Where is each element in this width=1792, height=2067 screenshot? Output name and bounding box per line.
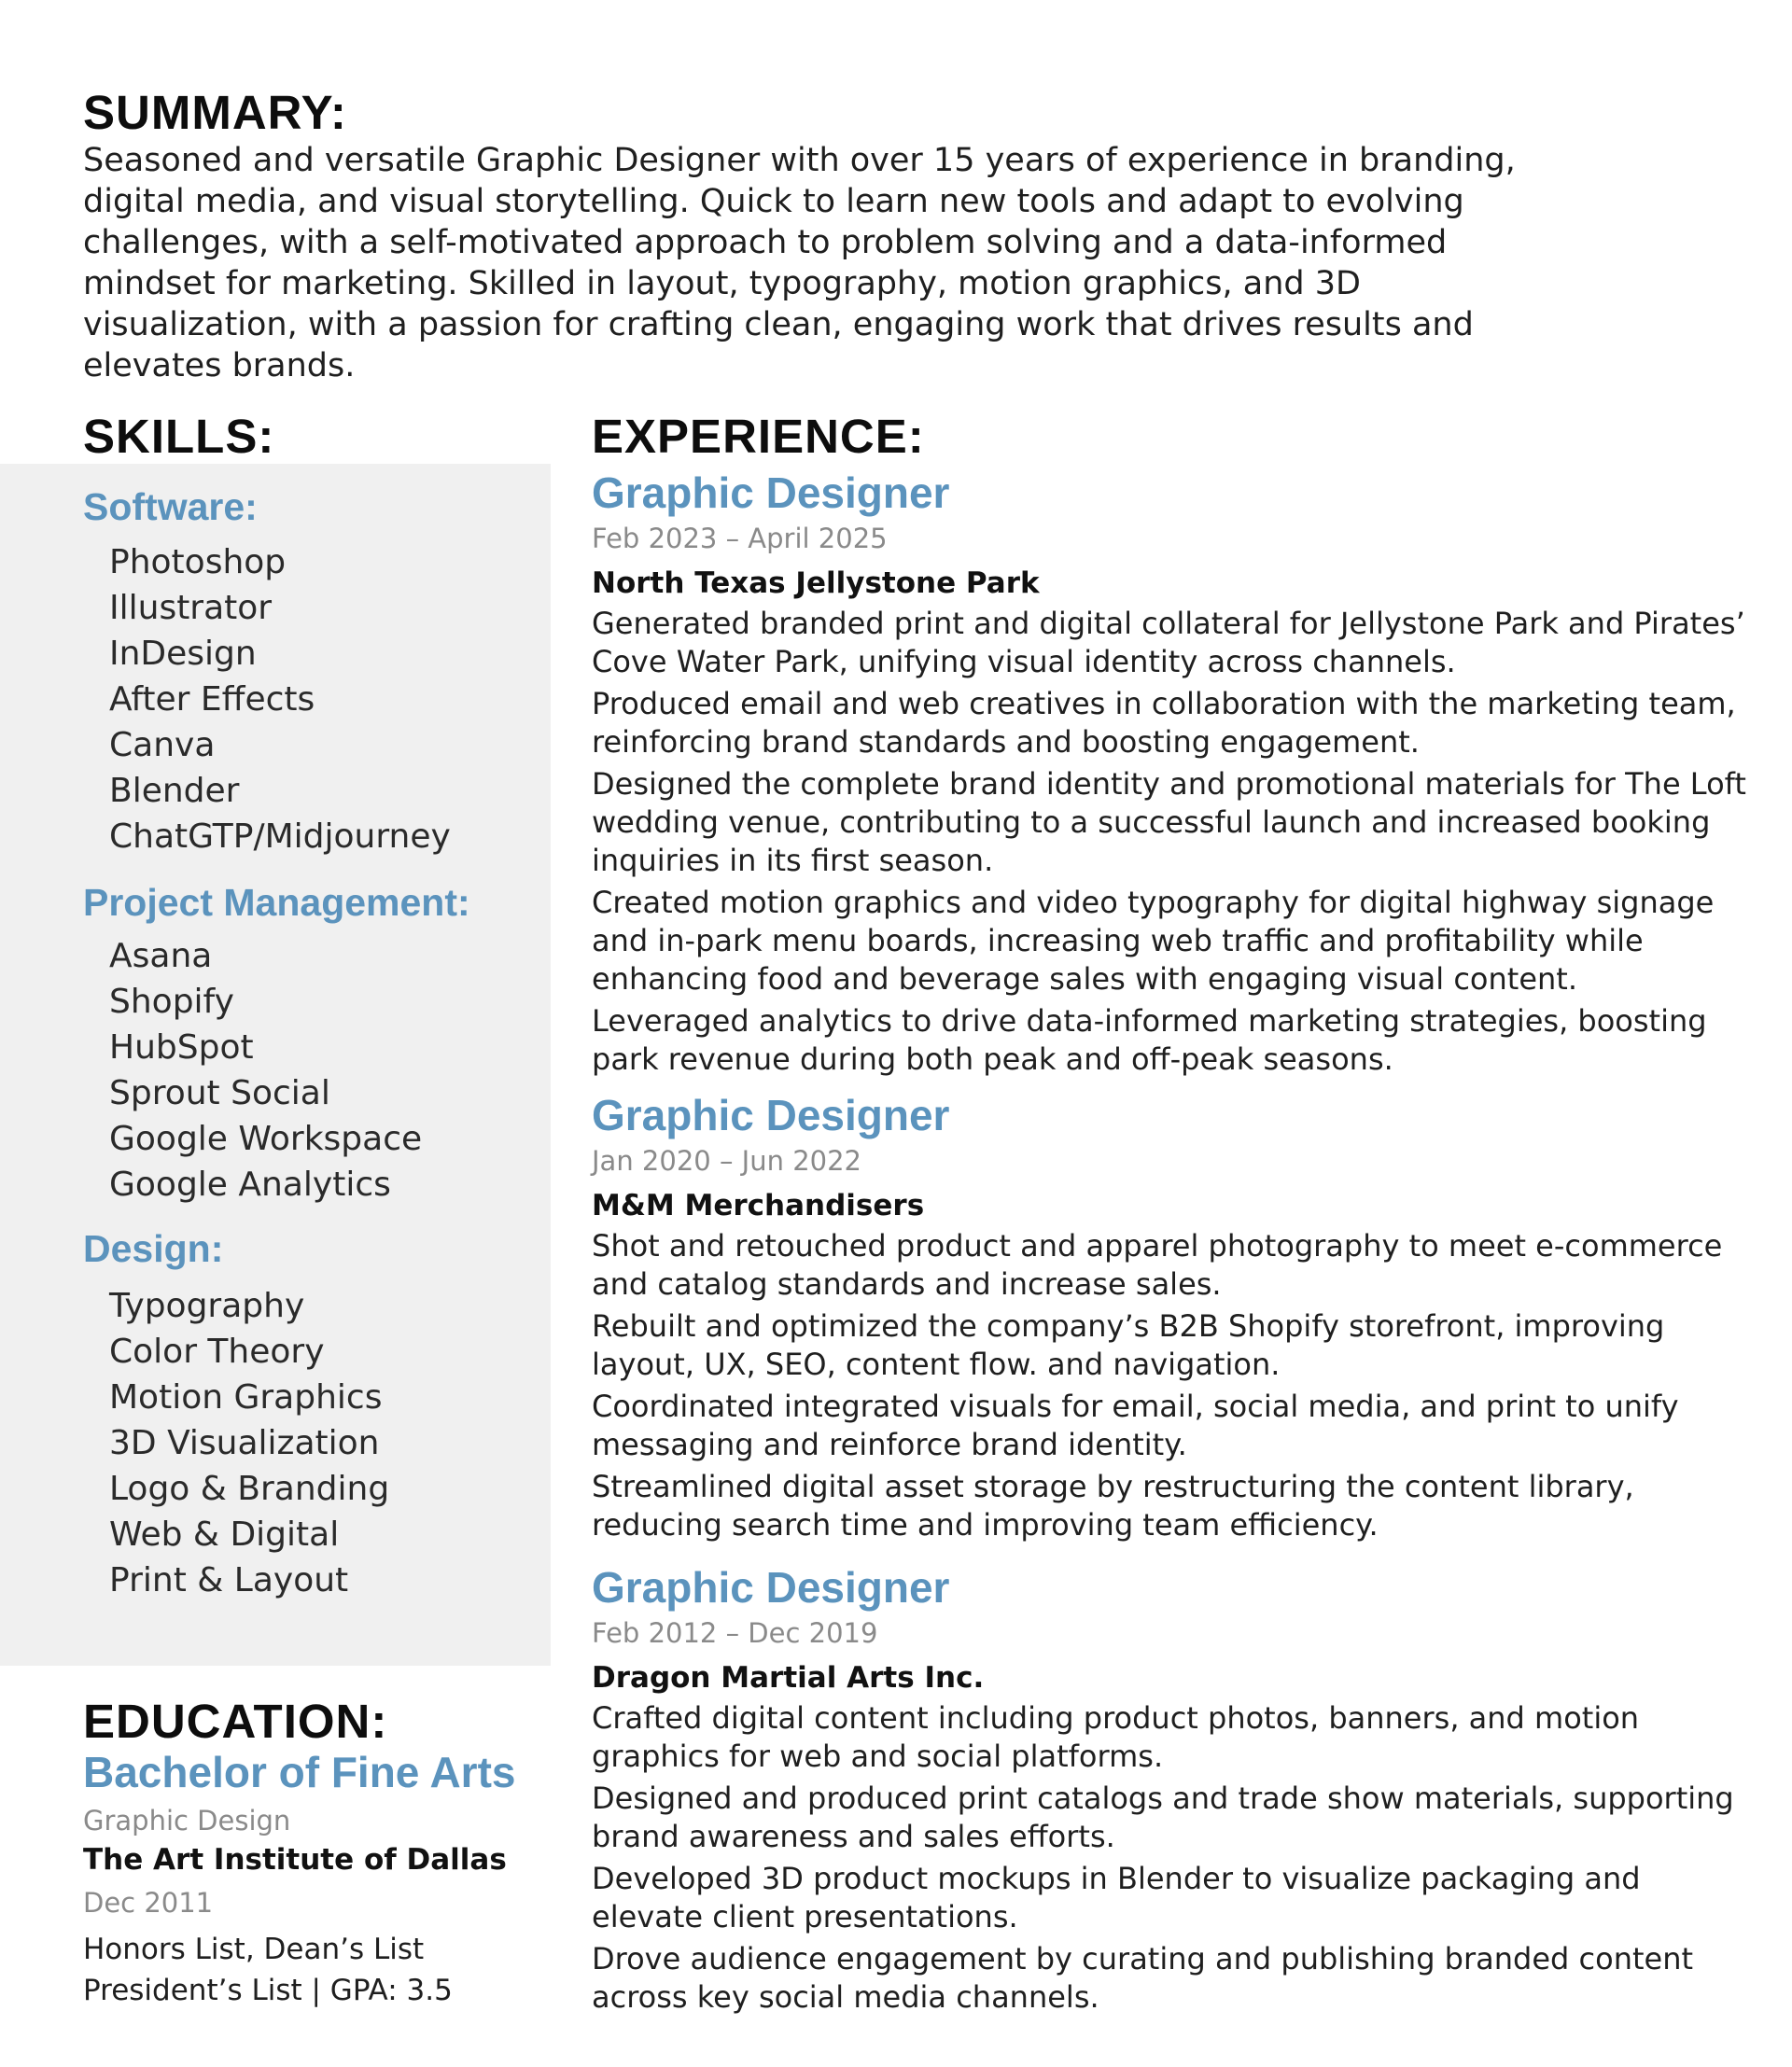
job-bullets [592, 605, 1758, 1082]
job-bullet: Developed 3D product mockups in Blender to visualize packaging and elevate client presentations. [592, 1861, 1641, 1934]
summary-text: Seasoned and versatile Graphic Designer with over 15 years of experience in branding, digital media, and visual storytelling. Quick to learn new tools and adapt to evolving challenges, with a self-motivated approach to problem solving and a data-informed mindset for marketing. Skilled in layout, typography, motion graphics, and 3D visualization, with a passion for crafting clean, engaging work that drives results and elevates brands. [83, 142, 1516, 384]
skill-item: Google Analytics [109, 1166, 391, 1204]
job-company: North Texas Jellystone Park [592, 566, 1040, 600]
skill-item: Google Workspace [109, 1120, 423, 1158]
skill-item: Motion Graphics [109, 1378, 383, 1417]
skill-item: Typography [109, 1287, 305, 1325]
skill-category-design: Design: [83, 1227, 224, 1270]
job-bullet: Designed the complete brand identity and promotional materials for The Loft wedding venue, contributing to a successful launch and increased booking inquiries in its first season. [592, 766, 1746, 878]
job-title: Graphic Designer [592, 1091, 950, 1139]
skill-item: Sprout Social [109, 1074, 330, 1112]
skill-list-project-management [109, 933, 422, 1208]
job-dates: Feb 2023 – April 2025 [592, 523, 888, 554]
job-dates: Jan 2020 – Jun 2022 [592, 1145, 861, 1177]
skill-item: Asana [109, 937, 213, 975]
skill-item: ChatGTP/Midjourney [109, 817, 451, 856]
skill-item: Illustrator [109, 589, 273, 627]
job-bullet: Leveraged analytics to drive data-informed marketing strategies, boosting park revenue during both peak and off-peak seasons. [592, 1003, 1707, 1077]
summary-heading: SUMMARY: [83, 86, 347, 139]
job-bullet: Produced email and web creatives in collaboration with the marketing team, reinforcing brand standards and boosting engagement. [592, 686, 1736, 760]
skill-item: 3D Visualization [109, 1424, 380, 1462]
job-bullet: Coordinated integrated visuals for email, social media, and print to unify messaging and reinforce brand identity. [592, 1389, 1679, 1462]
skill-item: InDesign [109, 635, 257, 673]
skill-item: Shopify [109, 983, 234, 1021]
job-title: Graphic Designer [592, 1563, 950, 1612]
job-company: Dragon Martial Arts Inc. [592, 1661, 985, 1695]
skill-item: Blender [109, 772, 240, 810]
job-bullet: Streamlined digital asset storage by restructuring the content library, reducing search time and improving team efficiency. [592, 1469, 1634, 1543]
skill-item: Color Theory [109, 1333, 325, 1371]
education-honors [83, 1929, 453, 2011]
skills-heading: SKILLS: [83, 410, 275, 463]
skill-item: After Effects [109, 680, 315, 719]
job-bullet: Crafted digital content including product photos, banners, and motion graphics for web and social platforms. [592, 1700, 1640, 1774]
skill-list-design [109, 1283, 389, 1603]
job-bullet: Generated branded print and digital collateral for Jellystone Park and Pirates’ Cove Water Park, unifying visual identity across channels. [592, 606, 1745, 679]
job-dates: Feb 2012 – Dec 2019 [592, 1617, 878, 1649]
job-title: Graphic Designer [592, 468, 950, 517]
skill-list-software [109, 539, 451, 859]
job-bullet: Designed and produced print catalogs and trade show materials, supporting brand awareness and sales efforts. [592, 1781, 1734, 1854]
education-honor: Honors List, Dean’s List [83, 1933, 425, 1966]
education-honor: President’s List | GPA: 3.5 [83, 1974, 453, 2007]
skill-category-project-management: Project Management: [83, 881, 470, 924]
skill-item: Logo & Branding [109, 1470, 390, 1508]
job-bullets [592, 1227, 1758, 1548]
education-heading: EDUCATION: [83, 1695, 388, 1748]
job-bullet: Created motion graphics and video typography for digital highway signage and in-park menu boards, increasing web traffic and profitability while enhancing food and beverage sales with engaging visual content. [592, 885, 1715, 997]
skill-item: Print & Layout [109, 1561, 349, 1599]
skill-item: HubSpot [109, 1028, 254, 1067]
skill-item: Web & Digital [109, 1515, 340, 1554]
experience-heading: EXPERIENCE: [592, 410, 925, 463]
job-bullets [592, 1699, 1758, 2020]
skill-item: Photoshop [109, 543, 287, 581]
job-bullet: Rebuilt and optimized the company’s B2B Shopify storefront, improving layout, UX, SEO, content flow. and navigation. [592, 1308, 1665, 1382]
job-company: M&M Merchandisers [592, 1189, 925, 1222]
education-degree: Bachelor of Fine Arts [83, 1748, 516, 1796]
education-date: Dec 2011 [83, 1887, 214, 1919]
job-bullet: Drove audience engagement by curating and publishing branded content across key social media channels. [592, 1941, 1694, 2015]
skill-category-software: Software: [83, 485, 258, 528]
education-school: The Art Institute of Dallas [83, 1843, 507, 1877]
education-field: Graphic Design [83, 1805, 291, 1837]
skill-item: Canva [109, 726, 216, 764]
job-bullet: Shot and retouched product and apparel photography to meet e-commerce and catalog standards and increase sales. [592, 1228, 1723, 1302]
